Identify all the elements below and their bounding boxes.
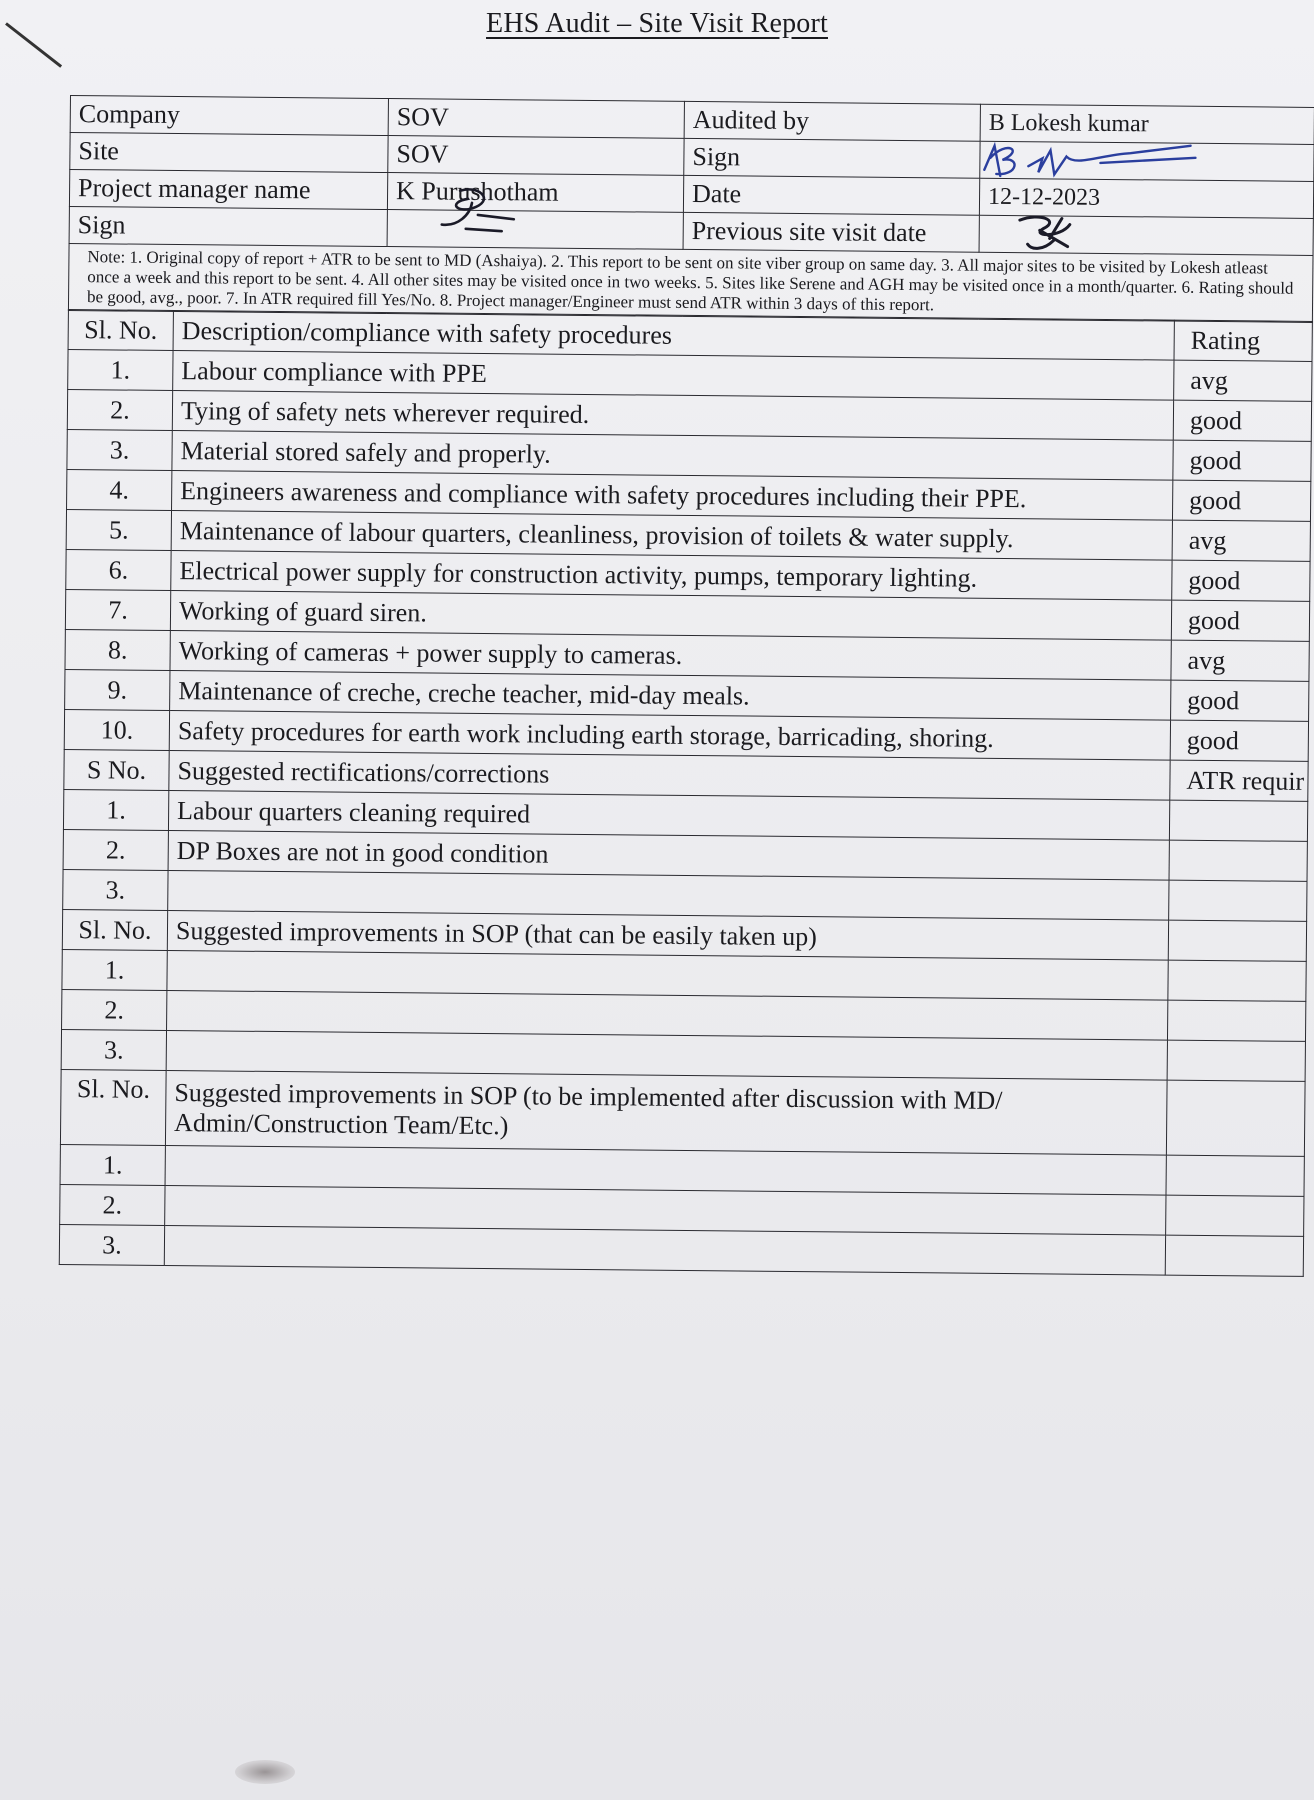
sign-label-left: Sign — [69, 206, 387, 246]
row-atr — [1169, 800, 1307, 841]
row-atr — [1169, 880, 1307, 921]
row-description: Engineers awareness and compliance with safety procedures including their PPE. — [172, 471, 1173, 521]
row-number: 2. — [63, 830, 168, 871]
row-rating: good — [1172, 481, 1310, 522]
audited-by-label: Audited by — [684, 101, 980, 141]
row-number: 1. — [60, 1145, 165, 1186]
ink-smudge — [235, 1760, 295, 1784]
row-description: Labour quarters cleaning required — [168, 791, 1169, 841]
sop-discussion-col-no: Sl. No. — [60, 1070, 166, 1146]
rectifications-col-no: S No. — [64, 750, 169, 791]
compliance-col-desc: Description/compliance with safety procedures — [173, 311, 1174, 361]
row-rating: good — [1173, 441, 1311, 482]
row-number: 5. — [66, 510, 171, 551]
pm-signature-scribble — [418, 184, 558, 233]
row-description: Working of guard siren. — [170, 591, 1171, 641]
audit-table — [59, 309, 1313, 1277]
rectifications-col-atr: ATR requir — [1170, 760, 1308, 801]
row-number: 2. — [62, 990, 167, 1031]
row-rating: avg — [1172, 521, 1310, 562]
row-number: 1. — [68, 350, 173, 391]
sop-discussion-col-extra — [1166, 1080, 1305, 1156]
sop-easy-col-no: Sl. No. — [62, 910, 167, 951]
pm-signature — [387, 210, 683, 250]
pm-label: Project manager name — [69, 170, 387, 210]
note-text: Note: 1. Original copy of report + ATR to be sent to MD (Ashaiya). 2. This report to be sent on site viber group on same day. 3. All major sites to be visited by Lokesh atleast once a week and this report to be sent. 4. All other sites may be visited once in two weeks. 5. Sites like Serene and AGH may be visited once in a month/quarter. 6. Rating should be good, avg., poor. 7. In ATR required fill Yes/No. 8. Project manager/Engineer must send ATR within 3 days of this report. — [68, 243, 1313, 322]
company-label: Company — [70, 96, 388, 136]
row-atr — [1169, 840, 1307, 881]
sop-discussion-header-row — [60, 1070, 1305, 1157]
initials-scribble — [1009, 210, 1129, 257]
row-number: 1. — [63, 790, 168, 831]
row-number: 3. — [61, 1030, 166, 1071]
row-rating: good — [1171, 601, 1309, 642]
row-number: 3. — [59, 1225, 164, 1266]
row-description: Tying of safety nets wherever required. — [172, 391, 1173, 441]
row-extra — [1166, 1155, 1304, 1196]
sop-discussion-col-desc: Suggested improvements in SOP (to be implemented after discussion with MD/ Admin/Construction Team/Etc.) — [165, 1071, 1167, 1156]
rectifications-col-desc: Suggested rectifications/corrections — [169, 751, 1170, 801]
row-description: Electrical power supply for construction activity, pumps, temporary lighting. — [171, 551, 1172, 601]
row-description: Working of cameras + power supply to cameras. — [170, 631, 1171, 681]
previous-visit-value — [979, 215, 1313, 255]
header-table — [68, 95, 1314, 323]
row-number: 4. — [67, 470, 172, 511]
row-extra — [1167, 1040, 1305, 1081]
row-rating: good — [1171, 681, 1309, 722]
sop-easy-col-extra — [1168, 920, 1306, 961]
report-title — [0, 8, 1314, 40]
row-rating: good — [1172, 561, 1310, 602]
auditor-signature — [980, 141, 1314, 181]
row-number: 9. — [65, 670, 170, 711]
row-number: 10. — [64, 710, 169, 751]
row-description: Labour compliance with PPE — [173, 351, 1174, 401]
row-rating: avg — [1174, 361, 1312, 402]
row-number: 3. — [63, 870, 168, 911]
sign-label-right: Sign — [684, 138, 980, 178]
report-title-text: EHS Audit – Site Visit Report — [486, 8, 828, 39]
row-description: Material stored safely and properly. — [172, 431, 1173, 481]
compliance-col-rating: Rating — [1174, 321, 1312, 362]
row-rating: good — [1170, 720, 1308, 761]
row-extra — [1167, 1000, 1305, 1041]
pm-value: K Purushotham — [387, 173, 683, 213]
row-number: 6. — [66, 550, 171, 591]
row-number: 2. — [60, 1185, 165, 1226]
row-extra — [1165, 1235, 1303, 1276]
row-description: Maintenance of creche, creche teacher, mid-day meals. — [170, 671, 1171, 721]
previous-visit-label: Previous site visit date — [683, 212, 979, 252]
audited-by-value: B Lokesh kumar — [980, 104, 1314, 144]
row-description: Maintenance of labour quarters, cleanliness, provision of toilets & water supply. — [171, 511, 1172, 561]
date-value: 12-12-2023 — [979, 178, 1313, 218]
row-number: 1. — [62, 950, 167, 991]
report-document — [59, 95, 1314, 1277]
company-value: SOV — [388, 99, 684, 139]
site-value: SOV — [388, 136, 684, 176]
row-description: Safety procedures for earth work including earth storage, barricading, shoring. — [169, 711, 1170, 761]
compliance-col-no: Sl. No. — [68, 310, 173, 351]
row-description: DP Boxes are not in good condition — [168, 831, 1169, 881]
row-number: 7. — [65, 590, 170, 631]
row-rating: good — [1173, 401, 1311, 442]
auditor-signature-scribble — [980, 136, 1210, 186]
row-number: 2. — [67, 390, 172, 431]
date-label: Date — [683, 175, 979, 215]
row-extra — [1168, 960, 1306, 1001]
sop-easy-col-desc: Suggested improvements in SOP (that can be easily taken up) — [167, 911, 1168, 961]
row-number: 8. — [65, 630, 170, 671]
row-rating: avg — [1171, 641, 1309, 682]
row-number: 3. — [67, 430, 172, 471]
row-extra — [1166, 1195, 1304, 1236]
site-label: Site — [70, 133, 388, 173]
row-description — [164, 1226, 1165, 1276]
